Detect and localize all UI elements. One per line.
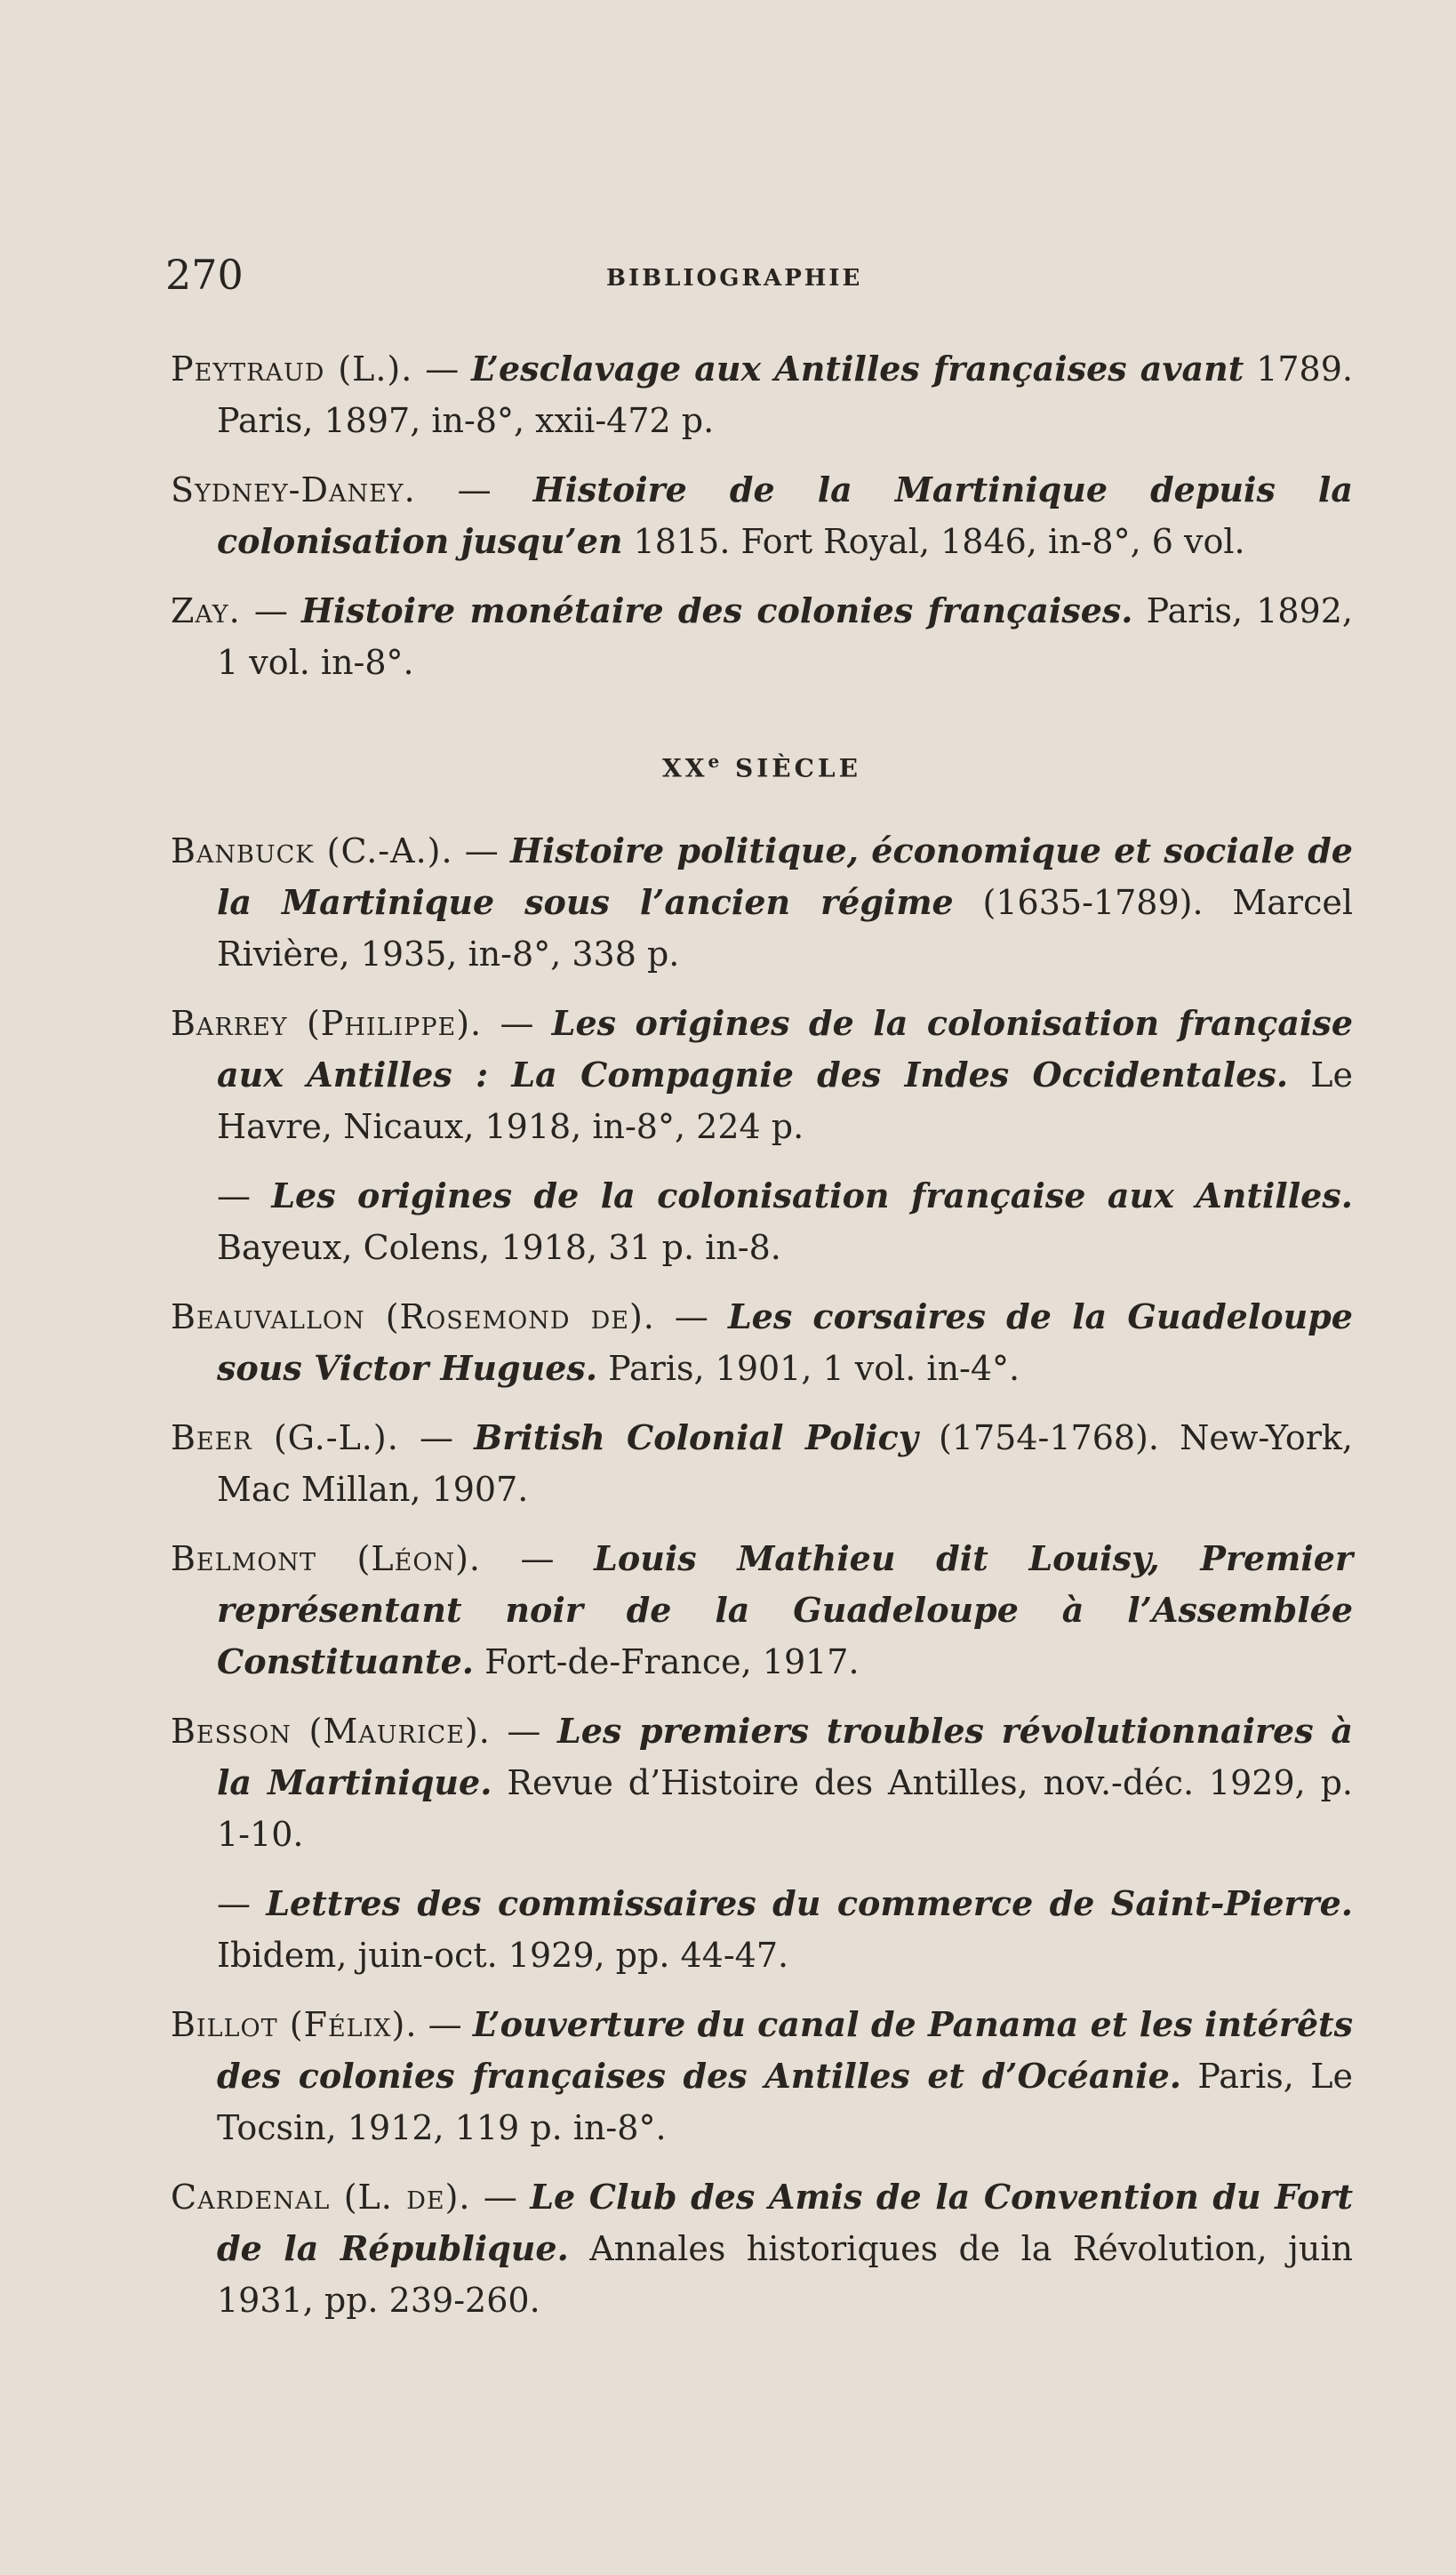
entry-details: (1635-1789). Marcel Rivière, 1935, in-8°, 338 p. <box>217 883 1353 975</box>
entry-title: Les origines de la colonisation française aux Antilles : La Compagnie des Indes Occidentales. <box>217 1003 1353 1095</box>
entry-details: Revue d’Histoire des Antilles, nov.-déc. 1929, p. 1-10. <box>217 1763 1354 1855</box>
entry-title: Histoire monétaire des colonies françaises. <box>300 590 1133 630</box>
bibliography-entry <box>171 2171 1353 2326</box>
entry-title: L’esclavage aux Antilles françaises avant <box>471 349 1244 389</box>
entry-dash: — <box>482 1004 552 1044</box>
entry-details: Ibidem, juin-oct. 1929, pp. 44-47. <box>217 1936 789 1976</box>
bibliography-entry <box>171 998 1353 1152</box>
entry-dash: — <box>217 1884 267 1924</box>
entry-title: Les origines de la colonisation française aux Antilles. <box>271 1175 1353 1216</box>
entry-author: Beer (G.-L.). <box>171 1418 399 1458</box>
entry-dash: — <box>470 2178 531 2218</box>
bibliography-entry <box>171 585 1353 688</box>
bibliography-entry <box>171 1705 1353 1860</box>
entry-details: Annales historiques de la Révolution, juin 1931, pp. 239-260. <box>217 2229 1353 2321</box>
bibliography-entry <box>171 1533 1353 1688</box>
bibliography-entry <box>171 1291 1353 1394</box>
bibliography-entry <box>171 1999 1353 2154</box>
page-header <box>165 251 1351 304</box>
entry-details: Paris, 1901, 1 vol. in-4°. <box>597 1349 1020 1389</box>
entry-author: Besson (Maurice). <box>171 1712 491 1752</box>
entry-dash: — <box>417 2005 473 2045</box>
entry-title: Les corsaires de la Guadeloupe sous Victor Hugues. <box>217 1296 1353 1389</box>
entry-author: Barrey (Philippe). <box>171 1004 483 1044</box>
bibliography-entry <box>171 343 1353 446</box>
entry-author: Zay. <box>171 591 241 630</box>
entry-author: Billot (Félix). <box>171 2005 418 2045</box>
entry-details: Fort-de-France, 1917. <box>474 1642 860 1682</box>
entry-dash: — <box>490 1712 557 1752</box>
bibliography-entry <box>171 1412 1353 1515</box>
entry-dash: — <box>412 349 472 389</box>
entry-title: British Colonial Policy <box>474 1417 918 1458</box>
page-number: 270 <box>165 251 244 299</box>
entry-details: Paris, Le Tocsin, 1912, 119 p. in-8°. <box>217 2057 1353 2148</box>
bibliography-entry <box>171 825 1353 980</box>
section-heading: XXe SIÈCLE <box>662 750 861 783</box>
entry-author: Cardenal (L. de). <box>171 2178 471 2218</box>
entries-after <box>171 825 1353 2326</box>
running-title: BIBLIOGRAPHIE <box>606 265 863 292</box>
entry-title: Louis Mathieu dit Louisy, Premier représentant noir de la Guadeloupe à l’Assemblée Constituante. <box>217 1538 1353 1682</box>
entry-title: Les premiers troubles révolutionnaires à la Martinique. <box>217 1711 1353 1803</box>
entry-dash: — <box>398 1418 475 1458</box>
entry-author: Sydney-Daney. <box>171 470 416 509</box>
bibliography-entry <box>171 464 1353 567</box>
entry-dash: — <box>240 591 301 630</box>
bibliography-entry <box>171 1170 1353 1273</box>
entry-title: Lettres des commissaires du commerce de Saint-Pierre. <box>266 1883 1353 1924</box>
entry-dash: — <box>480 1539 595 1579</box>
entry-details: Bayeux, Colens, 1918, 31 p. in-8. <box>217 1228 781 1268</box>
entry-details: Paris, 1892, 1 vol. in-8°. <box>217 591 1353 682</box>
entry-author: Banbuck (C.-A.). <box>171 831 453 871</box>
entry-title: L’ouverture du canal de Panama et les intérêts des colonies françaises des Antilles et d’Océanie. <box>217 2004 1353 2097</box>
entry-dash: — <box>217 1176 272 1216</box>
entry-title: Histoire politique, économique et sociale de la Martinique sous l’ancien régime <box>217 830 1353 923</box>
entry-title: Histoire de la Martinique depuis la colonisation jusqu’en <box>217 469 1353 561</box>
entry-author: Beauvallon (Rosemond de). <box>171 1297 655 1337</box>
entry-dash: — <box>654 1297 728 1337</box>
entry-details: (1754-1768). New-York, Mac Millan, 1907. <box>217 1418 1353 1510</box>
entry-details: Le Havre, Nicaux, 1918, in-8°, 224 p. <box>217 1055 1353 1147</box>
entry-details: 1789. Paris, 1897, in-8°, xxii-472 p. <box>217 349 1353 440</box>
entry-title: Le Club des Amis de la Convention du Fort de la République. <box>217 2177 1353 2269</box>
bibliography-entry <box>171 1878 1353 1981</box>
entries-before <box>171 343 1353 688</box>
entry-author: Belmont (Léon). <box>171 1539 481 1579</box>
entry-dash: — <box>415 470 533 509</box>
bibliography-body <box>171 343 1353 2344</box>
entry-author: Peytraud (L.). <box>171 349 413 389</box>
entry-details: 1815. Fort Royal, 1846, in-8°, 6 vol. <box>622 522 1245 561</box>
entry-dash: — <box>452 831 510 871</box>
